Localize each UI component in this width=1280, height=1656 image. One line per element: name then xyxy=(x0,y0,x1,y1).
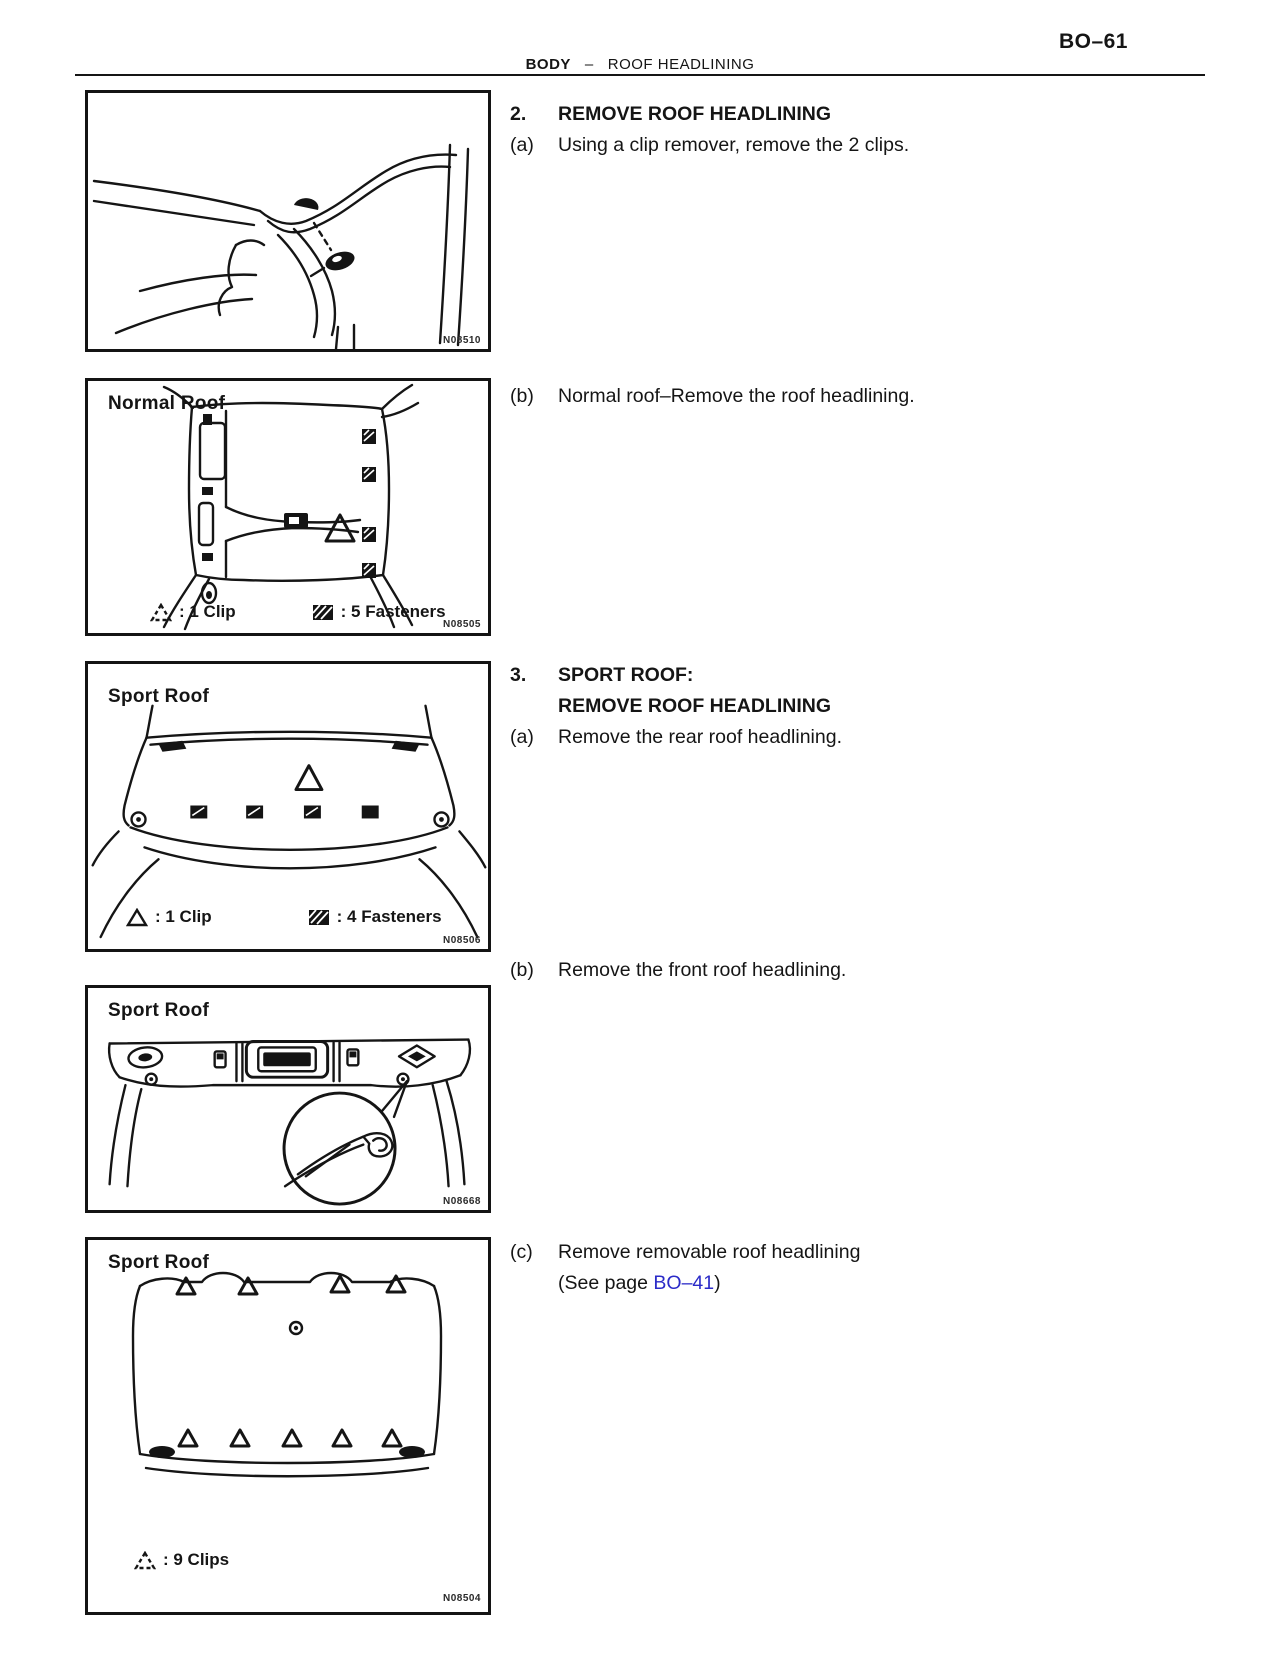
fastener-legend-item xyxy=(312,602,446,622)
step3c-see-prefix: (See page xyxy=(558,1272,654,1294)
figure-legend xyxy=(88,602,488,622)
page-link-bo-41[interactable]: BO–41 xyxy=(653,1272,715,1294)
clip-legend-text: : 9 Clips xyxy=(163,1550,230,1569)
clip-triangle-icon xyxy=(150,603,172,622)
clip-triangle-icon xyxy=(134,1551,156,1570)
step2-number: 2. xyxy=(510,103,527,125)
step3-block xyxy=(510,660,1190,753)
figure-clip-remover xyxy=(85,90,491,352)
figure-legend xyxy=(88,1550,488,1570)
figure-title: Sport Roof xyxy=(108,686,210,707)
figure-sport-roof-removable xyxy=(85,1237,491,1615)
step3-title-indent xyxy=(510,691,558,722)
step2b-text: Normal roof–Remove the roof headlining. xyxy=(558,385,915,407)
figure-code: N08668 xyxy=(442,1196,481,1207)
step3c-block xyxy=(510,1237,1190,1299)
figure-title: Sport Roof xyxy=(108,1000,210,1021)
step2-block xyxy=(510,99,1190,161)
step2b-label: (b) xyxy=(510,385,534,407)
normal-roof-headlining-illustration xyxy=(88,381,488,633)
figure-legend xyxy=(88,907,488,927)
step3-title-line1: SPORT ROOF: xyxy=(558,664,694,686)
figure-title: Normal Roof xyxy=(108,393,226,414)
step2a-label: (a) xyxy=(510,134,534,156)
step3a-label: (a) xyxy=(510,726,534,748)
clip-legend-text: : 1 Clip xyxy=(179,602,236,621)
step2b-block xyxy=(510,381,1190,412)
step3a-text: Remove the rear roof headlining. xyxy=(558,726,842,748)
step3c-text: Remove removable roof headlining xyxy=(558,1241,861,1263)
step3c-text-wrap xyxy=(558,1237,1190,1299)
running-header xyxy=(0,56,1280,73)
step2a-text: Using a clip remover, remove the 2 clips. xyxy=(558,134,910,156)
clip-legend-item xyxy=(126,907,212,927)
step3b-label: (b) xyxy=(510,959,534,981)
fastener-hatch-icon xyxy=(312,603,334,622)
fastener-legend-text: : 5 Fasteners xyxy=(340,602,446,621)
step3b-text: Remove the front roof headlining. xyxy=(558,959,847,981)
step3c-see-suffix: ) xyxy=(714,1272,721,1294)
figure-code: N08504 xyxy=(442,1593,481,1604)
fastener-legend-item xyxy=(308,907,442,927)
step3-number: 3. xyxy=(510,664,527,686)
figure-code: N08510 xyxy=(442,335,481,346)
header-rule xyxy=(75,74,1205,76)
figure-sport-roof-rear xyxy=(85,661,491,952)
page-number: BO–61 xyxy=(1058,30,1128,53)
step3c-label: (c) xyxy=(510,1241,533,1263)
figure-title: Sport Roof xyxy=(108,1252,210,1273)
roof-corner-clip-illustration xyxy=(88,93,488,349)
clip-triangle-icon xyxy=(126,908,148,927)
header-dash: – xyxy=(584,56,594,73)
fastener-hatch-icon xyxy=(308,908,330,927)
clip-legend-item xyxy=(134,1550,229,1570)
step3b-block xyxy=(510,955,1190,986)
header-section: BODY xyxy=(525,56,571,73)
step3-title-line2: REMOVE ROOF HEADLINING xyxy=(558,695,832,717)
fastener-legend-text: : 4 Fasteners xyxy=(336,907,442,926)
figure-sport-roof-front xyxy=(85,985,491,1213)
clip-legend-text: : 1 Clip xyxy=(155,907,212,926)
clip-legend-item xyxy=(150,602,236,622)
figure-code: N08505 xyxy=(442,619,481,630)
figure-code: N08506 xyxy=(442,935,481,946)
header-topic: ROOF HEADLINING xyxy=(607,56,755,73)
figure-normal-roof xyxy=(85,378,491,636)
step2-title: REMOVE ROOF HEADLINING xyxy=(558,103,832,125)
